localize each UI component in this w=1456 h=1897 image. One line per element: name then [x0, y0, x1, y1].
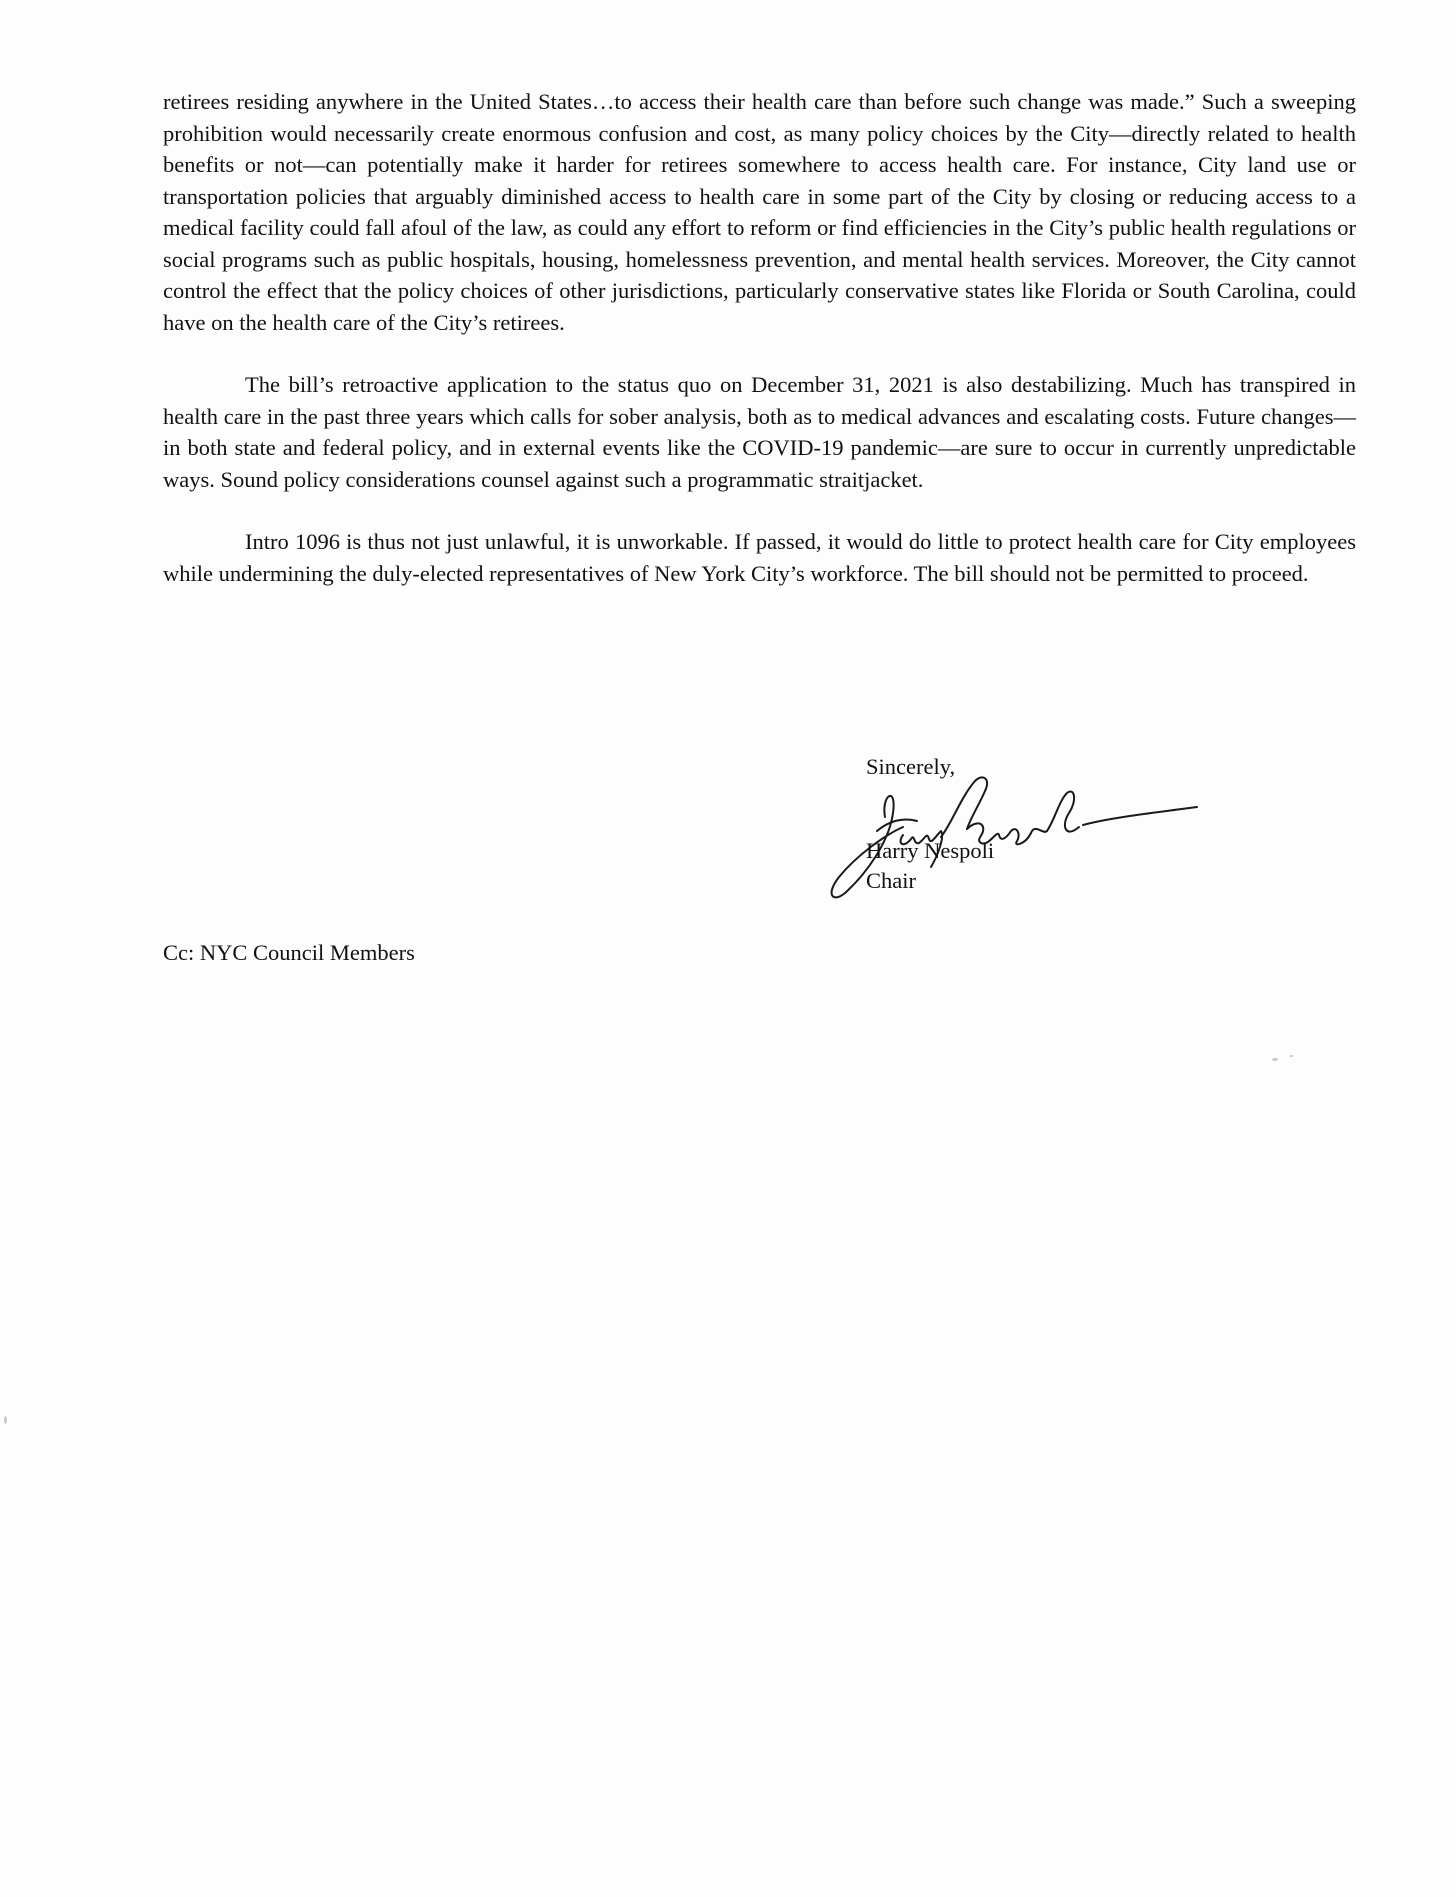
- paragraph-continuation: retirees residing anywhere in the United States…to access their health care than before such change was made.” Such a sweeping prohibition would necessarily create enormous confusion and cost, as many policy choices by the City—directly related to health benefits or not—can potentially make it harder for retirees somewhere to access health care. For instance, City land use or transportation policies that arguably diminished access to health care in some part of the City by closing or reducing access to a medical facility could fall afoul of the law, as could any effort to reform or find efficiencies in the City’s public health regulations or social programs such as public hospitals, housing, homelessness prevention, and mental health services. Moreover, the City cannot control the effect that the policy choices of other jurisdictions, particularly conservative states like Florida or South Carolina, could have on the health care of the City’s retirees.: [163, 89, 1356, 335]
- signature-block: [866, 752, 994, 896]
- signer-name: Harry Nespoli: [866, 838, 995, 863]
- paragraph-conclusion: Intro 1096 is thus not just unlawful, it is unworkable. If passed, it would do little to protect health care for City employees while undermining the duly-elected representatives of New York City’s workforce. The bill should not be permitted to proceed.: [163, 529, 1356, 586]
- letter-body: [163, 86, 1356, 620]
- scan-speck: [1290, 1055, 1293, 1057]
- scan-speck: [4, 1416, 7, 1424]
- scan-speck: [1272, 1058, 1278, 1061]
- paragraph-retroactive: The bill’s retroactive application to the status quo on December 31, 2021 is also destabilizing. Much has transpired in health care in the past three years which calls for sober analysis, both as to medical advances and escalating costs. Future changes—in both state and federal policy, and in external events like the COVID-19 pandemic—are sure to occur in currently unpredictable ways. Sound policy considerations counsel against such a programmatic straitjacket.: [163, 372, 1356, 492]
- closing-salutation: Sincerely,: [866, 754, 956, 779]
- handwritten-signature: [785, 765, 1205, 905]
- cc-line: Cc: NYC Council Members: [163, 940, 415, 965]
- signer-title: Chair: [866, 868, 916, 893]
